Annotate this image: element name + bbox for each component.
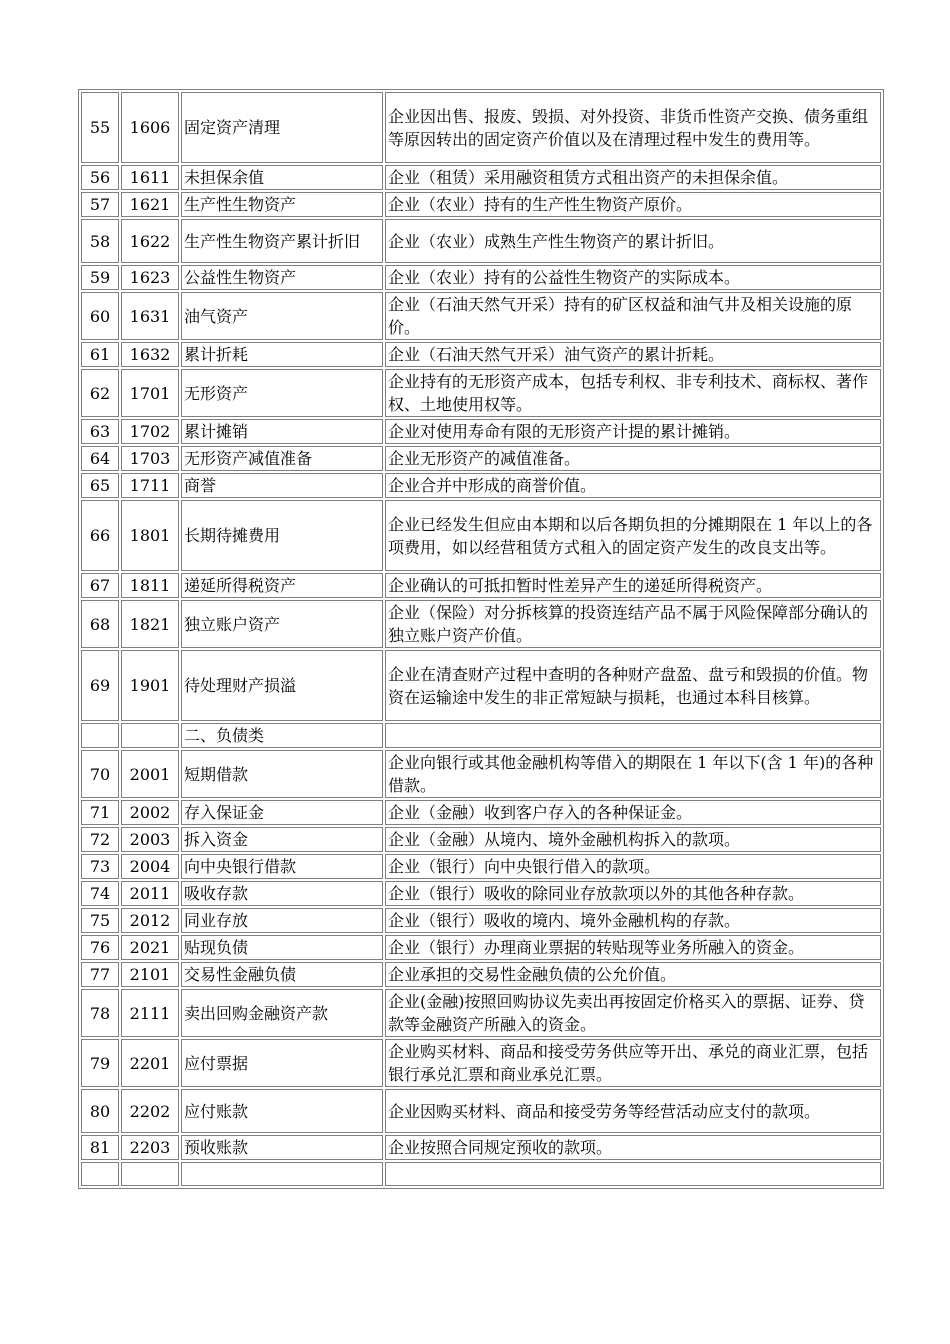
table-row [81,800,881,825]
account-name: 同业存放 [181,908,383,933]
account-description: 企业（金融）收到客户存入的各种保证金。 [385,800,881,825]
account-code: 1901 [121,650,179,721]
table-row [81,723,881,748]
account-description: 企业（银行）吸收的除同业存放款项以外的其他各种存款。 [385,881,881,906]
account-table-body [81,92,881,1186]
table-row [81,750,881,798]
account-name [181,1162,383,1186]
row-number: 66 [81,500,119,571]
row-number: 76 [81,935,119,960]
account-code: 1622 [121,219,179,263]
row-number [81,723,119,748]
table-row [81,1089,881,1133]
account-code: 2111 [121,989,179,1037]
table-row [81,600,881,648]
account-code: 1821 [121,600,179,648]
table-row [81,165,881,190]
account-name: 未担保余值 [181,165,383,190]
row-number: 56 [81,165,119,190]
account-name: 贴现负债 [181,935,383,960]
account-code: 2003 [121,827,179,852]
account-description: 企业（租赁）采用融资租赁方式租出资产的未担保余值。 [385,165,881,190]
row-number: 61 [81,342,119,367]
account-description: 企业持有的无形资产成本，包括专利权、非专利技术、商标权、著作权、土地使用权等。 [385,369,881,417]
account-name: 生产性生物资产 [181,192,383,217]
account-code: 2202 [121,1089,179,1133]
account-description: 企业（农业）成熟生产性生物资产的累计折旧。 [385,219,881,263]
account-description: 企业确认的可抵扣暂时性差异产生的递延所得税资产。 [385,573,881,598]
account-description: 企业已经发生但应由本期和以后各期负担的分摊期限在 1 年以上的各项费用，如以经营租赁方式租入的固定资产发生的改良支出等。 [385,500,881,571]
account-name: 应付账款 [181,1089,383,1133]
account-name: 固定资产清理 [181,92,383,163]
account-name: 无形资产减值准备 [181,446,383,471]
account-table-container [78,89,884,1189]
account-code: 2011 [121,881,179,906]
account-name: 预收账款 [181,1135,383,1160]
account-code: 1621 [121,192,179,217]
account-description: 企业（金融）从境内、境外金融机构拆入的款项。 [385,827,881,852]
account-code: 2002 [121,800,179,825]
row-number: 58 [81,219,119,263]
row-number [81,1162,119,1186]
row-number: 75 [81,908,119,933]
account-name: 累计摊销 [181,419,383,444]
account-code [121,1162,179,1186]
account-name: 拆入资金 [181,827,383,852]
account-name: 向中央银行借款 [181,854,383,879]
account-name: 油气资产 [181,292,383,340]
account-code: 2004 [121,854,179,879]
account-description [385,1162,881,1186]
account-description: 企业因出售、报废、毁损、对外投资、非货币性资产交换、债务重组等原因转出的固定资产价值以及在清理过程中发生的费用等。 [385,92,881,163]
account-code: 1703 [121,446,179,471]
account-name: 存入保证金 [181,800,383,825]
account-description: 企业（石油天然气开采）持有的矿区权益和油气井及相关设施的原价。 [385,292,881,340]
account-name: 累计折耗 [181,342,383,367]
row-number: 68 [81,600,119,648]
account-code: 1611 [121,165,179,190]
row-number: 65 [81,473,119,498]
table-row [81,219,881,263]
account-code: 2101 [121,962,179,987]
row-number: 72 [81,827,119,852]
account-name: 短期借款 [181,750,383,798]
row-number: 77 [81,962,119,987]
account-name: 无形资产 [181,369,383,417]
account-code: 1631 [121,292,179,340]
table-row [81,500,881,571]
account-description: 企业（银行）向中央银行借入的款项。 [385,854,881,879]
account-code [121,723,179,748]
account-code: 1801 [121,500,179,571]
account-description: 企业（银行）吸收的境内、境外金融机构的存款。 [385,908,881,933]
table-row [81,92,881,163]
table-row [81,573,881,598]
account-table [78,89,884,1189]
account-description: 企业无形资产的减值准备。 [385,446,881,471]
table-row [81,292,881,340]
account-description: 企业购买材料、商品和接受劳务供应等开出、承兑的商业汇票，包括银行承兑汇票和商业承兑汇票。 [385,1039,881,1087]
row-number: 80 [81,1089,119,1133]
table-row [81,1135,881,1160]
account-code: 2001 [121,750,179,798]
account-description: 企业因购买材料、商品和接受劳务等经营活动应支付的款项。 [385,1089,881,1133]
account-name: 公益性生物资产 [181,265,383,290]
account-code: 2021 [121,935,179,960]
row-number: 57 [81,192,119,217]
account-name: 二、负债类 [181,723,383,748]
account-name: 应付票据 [181,1039,383,1087]
table-row [81,989,881,1037]
row-number: 60 [81,292,119,340]
row-number: 67 [81,573,119,598]
table-row [81,1162,881,1186]
account-name: 递延所得税资产 [181,573,383,598]
table-row [81,854,881,879]
account-code: 1702 [121,419,179,444]
row-number: 78 [81,989,119,1037]
account-description: 企业（石油天然气开采）油气资产的累计折耗。 [385,342,881,367]
row-number: 59 [81,265,119,290]
account-name: 生产性生物资产累计折旧 [181,219,383,263]
table-row [81,265,881,290]
row-number: 71 [81,800,119,825]
account-description: 企业在清查财产过程中查明的各种财产盘盈、盘亏和毁损的价值。物资在运输途中发生的非正常短缺与损耗，也通过本科目核算。 [385,650,881,721]
account-code: 2012 [121,908,179,933]
table-row [81,419,881,444]
table-row [81,473,881,498]
account-code: 1701 [121,369,179,417]
account-name: 吸收存款 [181,881,383,906]
account-code: 1606 [121,92,179,163]
table-row [81,192,881,217]
account-description: 企业承担的交易性金融负债的公允价值。 [385,962,881,987]
account-code: 1711 [121,473,179,498]
table-row [81,369,881,417]
row-number: 81 [81,1135,119,1160]
row-number: 70 [81,750,119,798]
row-number: 62 [81,369,119,417]
account-name: 待处理财产损溢 [181,650,383,721]
table-row [81,1039,881,1087]
account-description: 企业（农业）持有的生产性生物资产原价。 [385,192,881,217]
table-row [81,650,881,721]
row-number: 63 [81,419,119,444]
account-name: 商誉 [181,473,383,498]
account-description: 企业按照合同规定预收的款项。 [385,1135,881,1160]
row-number: 55 [81,92,119,163]
account-name: 独立账户资产 [181,600,383,648]
table-row [81,881,881,906]
account-code: 1632 [121,342,179,367]
account-description: 企业合并中形成的商誉价值。 [385,473,881,498]
row-number: 79 [81,1039,119,1087]
table-row [81,446,881,471]
row-number: 74 [81,881,119,906]
account-code: 1623 [121,265,179,290]
account-description: 企业（农业）持有的公益性生物资产的实际成本。 [385,265,881,290]
table-row [81,827,881,852]
table-row [81,342,881,367]
account-description: 企业（保险）对分拆核算的投资连结产品不属于风险保障部分确认的独立账户资产价值。 [385,600,881,648]
account-name: 长期待摊费用 [181,500,383,571]
table-row [81,908,881,933]
row-number: 69 [81,650,119,721]
account-description: 企业向银行或其他金融机构等借入的期限在 1 年以下(含 1 年)的各种借款。 [385,750,881,798]
account-code: 2203 [121,1135,179,1160]
table-row [81,962,881,987]
table-row [81,935,881,960]
account-description [385,723,881,748]
account-name: 交易性金融负债 [181,962,383,987]
account-description: 企业(金融)按照回购协议先卖出再按固定价格买入的票据、证券、贷款等金融资产所融入的资金。 [385,989,881,1037]
row-number: 64 [81,446,119,471]
account-code: 2201 [121,1039,179,1087]
account-code: 1811 [121,573,179,598]
account-name: 卖出回购金融资产款 [181,989,383,1037]
row-number: 73 [81,854,119,879]
account-description: 企业（银行）办理商业票据的转贴现等业务所融入的资金。 [385,935,881,960]
account-description: 企业对使用寿命有限的无形资产计提的累计摊销。 [385,419,881,444]
